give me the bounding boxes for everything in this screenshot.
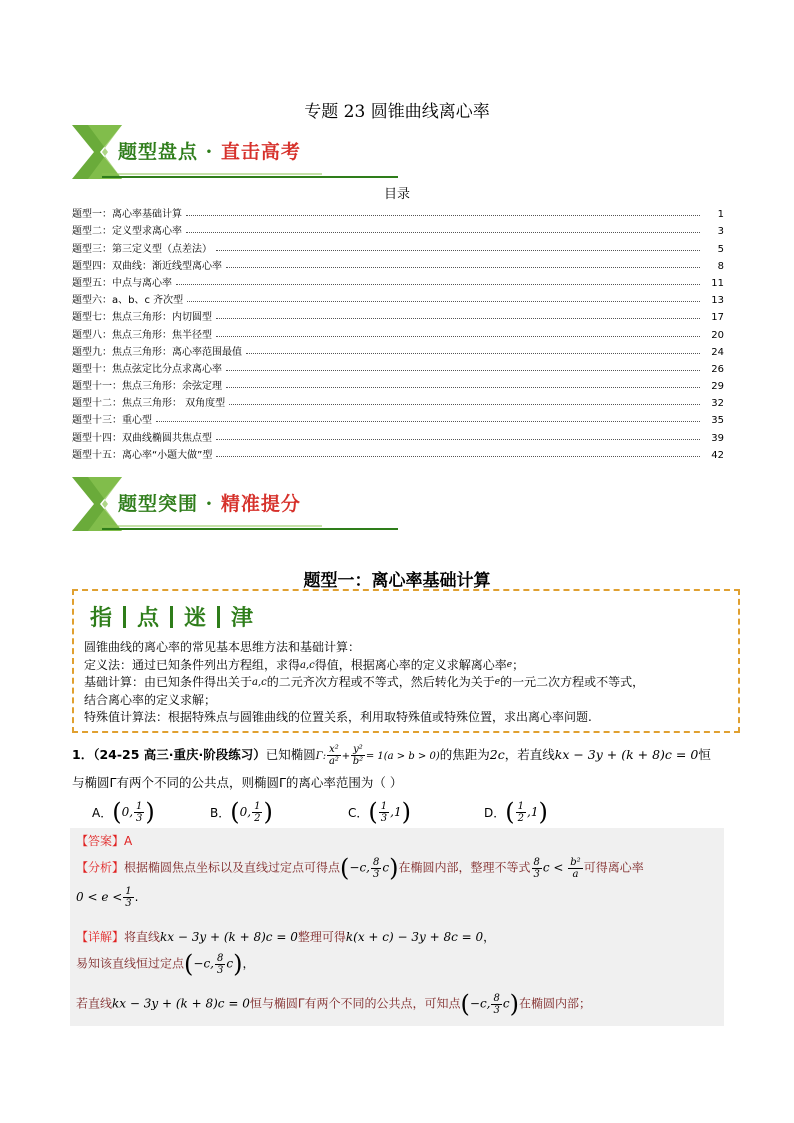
toc-item-label: 题型七：焦点三角形：内切圆型 <box>72 312 212 324</box>
text: ，若直线 <box>504 747 555 762</box>
math: c <box>502 996 510 1011</box>
text: 可得离心率 <box>583 860 644 875</box>
toc-leader <box>186 232 700 233</box>
toc-item-page: 8 <box>717 260 724 272</box>
banner-title <box>118 137 301 164</box>
toc-item[interactable] <box>72 358 724 375</box>
frac-num: b² <box>570 856 581 868</box>
math-eq: k(x + c) − 3y + 8c = 0 <box>345 930 484 944</box>
toc-item-label: 题型二：定义型求离心率 <box>72 226 182 238</box>
detail-line-3: 若直线kx − 3y + (k + 8)c = 0恒与椭圆Γ有两个不同的公共点，可知点(−c, $\frac{8}{3}$ c)在椭圆内部； <box>76 990 591 1018</box>
option-key: A． <box>92 805 113 820</box>
frac-num: 8 <box>493 992 500 1004</box>
text: 定义法：通过已知条件列出方程组，求得 <box>84 657 301 672</box>
toc-item-page: 32 <box>711 398 724 410</box>
toc-item-label: 题型一：离心率基础计算 <box>72 209 182 221</box>
toc-item-page: 42 <box>711 449 724 461</box>
section-title: 题型一：离心率基础计算 <box>303 571 491 591</box>
toc-leader <box>187 301 700 302</box>
tips-intro: 圆锥曲线的离心率的常见基本思维方法和基础计算： <box>84 640 361 654</box>
toc-item[interactable] <box>72 392 724 409</box>
frac-den: 2 <box>517 812 524 824</box>
toc-item-page: 24 <box>711 346 724 358</box>
text: 将直线 <box>124 930 161 944</box>
toc-heading: 目录 <box>383 187 410 202</box>
frac-num: 1 <box>380 800 388 812</box>
text: ； <box>512 657 525 672</box>
text: 在椭圆内部； <box>518 996 591 1011</box>
answer-value: A <box>124 834 133 848</box>
tips-special-method: 特殊值计算法：根据特殊点与圆锥曲线的位置关系，利用取特殊值或特殊位置，求出离心率问题. <box>84 710 592 724</box>
toc-item-label: 题型十：焦点弦定比分点求离心率 <box>72 363 222 375</box>
math-equation: = 1(a > b > 0) <box>365 751 440 762</box>
math-line: kx − 3y + (k + 8)c = 0 <box>112 996 250 1011</box>
text: 基础计算：由已知条件得出关于 <box>84 675 253 689</box>
tips-box <box>72 589 740 733</box>
fraction-b2-a <box>568 857 582 880</box>
frac-den: 3 <box>125 898 132 909</box>
frac-num: 1 <box>517 800 524 812</box>
option-b[interactable]: B． ( 0, $\frac{1}{2}$ ) <box>210 798 273 826</box>
option-left: 0, <box>121 805 134 819</box>
toc-item-label: 题型十一：焦点三角形：余弦定理 <box>72 381 222 393</box>
text: 整理可得 <box>297 930 346 944</box>
frac-num: y² <box>353 744 363 755</box>
toc-item-page: 5 <box>717 243 724 255</box>
frac-den: 3 <box>373 868 380 880</box>
section-banner-practice <box>72 477 402 533</box>
toc-leader <box>176 284 700 285</box>
fraction-y2-b2 <box>351 744 365 767</box>
tips-logo-divider <box>170 606 173 628</box>
toc-leader <box>226 370 700 371</box>
option-fraction <box>252 801 262 824</box>
option-fraction <box>379 801 389 824</box>
math-vars: a,c <box>300 659 315 671</box>
toc-item-page: 3 <box>717 226 724 238</box>
banner-separator: · <box>205 493 214 515</box>
text: 的二元齐次方程或不等式，然后转化为关于 <box>266 675 495 689</box>
toc-item[interactable] <box>72 272 724 289</box>
question-stem: 1．（24-25 高三·重庆·阶段练习）已知椭圆Γ: $\frac{\text{x²}}{\text{a²}}$ + $\frac{\text{y²}}{\text{b²}}$ = 1(a > b > 0)的焦距为2c，若直线kx − 3y + (k + 8)c = 0恒 <box>72 744 711 767</box>
toc-item-label: 题型十二：焦点三角形： 双角度型 <box>72 398 226 410</box>
text: 在椭圆内部，整理不等式 <box>398 860 531 875</box>
toc-item-page: 39 <box>711 432 724 444</box>
text: ， <box>242 956 255 971</box>
tips-basic-method <box>84 674 730 692</box>
toc-item-page: 35 <box>711 415 724 427</box>
banner-part1: 题型突围 <box>118 493 199 515</box>
math: −c, <box>193 956 214 971</box>
toc-item[interactable] <box>72 323 724 340</box>
math-var: e <box>494 677 501 687</box>
toc-item-label: 题型四：双曲线：渐近线型离心率 <box>72 260 222 272</box>
toc-leader <box>246 353 700 354</box>
option-right: ,1 <box>390 805 402 819</box>
toc-item-page: 1 <box>717 209 724 221</box>
text: 恒与椭圆Γ有两个不同的公共点，可知点 <box>249 996 461 1011</box>
analysis-label: 【分析】 <box>76 860 125 875</box>
fraction-8-3 <box>491 993 501 1016</box>
option-key: B． <box>210 805 231 820</box>
toc-item[interactable] <box>72 409 724 426</box>
frac-num: 8 <box>216 952 224 964</box>
toc-item-page: 11 <box>711 277 724 289</box>
banner-title <box>118 489 301 516</box>
toc-item-label: 题型三：第三定义型（点差法） <box>72 243 212 255</box>
tips-logo-char: 指 <box>90 605 113 631</box>
option-fraction <box>134 801 144 824</box>
toc-item-label: 题型五：中点与离心率 <box>72 277 172 289</box>
option-left: 0, <box>239 805 252 819</box>
math-gamma: Γ: <box>315 751 327 762</box>
frac-den: 3 <box>493 1004 500 1016</box>
toc-item[interactable] <box>72 444 724 461</box>
toc-leader <box>226 387 700 388</box>
toc-item-page: 17 <box>711 312 724 324</box>
toc-item-label: 题型九：焦点三角形：离心率范围最值 <box>72 346 242 358</box>
text: 得值，根据离心率的定义求解离心率 <box>314 657 507 672</box>
answer-line <box>76 832 132 849</box>
toc-item-label: 题型六：a、b、c 齐次型 <box>72 295 184 307</box>
detail-line-1 <box>76 928 495 945</box>
toc-item[interactable] <box>72 375 724 392</box>
option-c[interactable]: C． ( $\frac{1}{3}$ ,1 ) <box>348 798 411 826</box>
tips-logo-divider <box>217 606 220 628</box>
fraction-8-3 <box>371 857 381 880</box>
math-vars: a,c <box>252 677 267 688</box>
toc-item-label: 题型八：焦点三角形：焦半径型 <box>72 329 212 341</box>
tips-logo <box>90 601 253 632</box>
math: −c, <box>349 860 370 875</box>
option-right: ,1 <box>527 805 539 819</box>
tips-logo-char: 点 <box>137 605 160 631</box>
toc-leader <box>226 267 700 268</box>
document-title: 专题 23 圆锥曲线离心率 <box>304 102 490 122</box>
frac-den: 2 <box>254 812 261 824</box>
frac-den: 3 <box>136 812 143 824</box>
fraction-8-3 <box>532 857 542 880</box>
math-focal: 2c <box>489 747 505 762</box>
tips-logo-char: 迷 <box>184 605 207 631</box>
frac-num: 1 <box>125 886 132 897</box>
frac-num: 1 <box>136 800 143 812</box>
toc-item[interactable] <box>72 289 724 306</box>
fraction-1-3 <box>123 886 133 909</box>
toc-leader <box>216 336 700 337</box>
text: 根据椭圆焦点坐标以及直线过定点可得点 <box>124 860 341 875</box>
option-fraction <box>516 801 526 824</box>
answer-options <box>92 795 652 829</box>
text: 已知椭圆 <box>265 747 316 762</box>
tips-basic-method-cont: 结合离心率的定义求解； <box>84 692 217 707</box>
toc-leader <box>229 404 700 405</box>
toc-item-page: 20 <box>711 329 724 341</box>
solution-box <box>70 828 724 1026</box>
text: 的一元二次方程或不等式， <box>500 675 645 689</box>
toc-item[interactable] <box>72 255 724 272</box>
toc-item[interactable] <box>72 220 724 237</box>
math: c <box>382 860 390 875</box>
toc-item[interactable] <box>72 237 724 254</box>
toc-leader <box>216 250 700 251</box>
option-key: C． <box>348 805 369 820</box>
toc-leader <box>216 318 700 319</box>
toc-item-label: 题型十五：离心率“小题大做”型 <box>72 449 213 461</box>
fraction-8-3 <box>215 953 225 976</box>
frac-den: 3 <box>380 812 388 824</box>
banner-part1: 题型盘点 <box>118 141 199 163</box>
math-line: kx − 3y + (k + 8)c = 0 <box>554 747 699 762</box>
frac-num: 8 <box>373 856 380 868</box>
toc-leader <box>186 215 700 216</box>
detail-line-2: 易知该直线恒过定点(−c, $\frac{8}{3}$ c)， <box>76 950 255 978</box>
toc-item-label: 题型十四：双曲线椭圆共焦点型 <box>72 432 212 444</box>
frac-den: a <box>572 868 579 880</box>
option-a[interactable]: A． ( 0, $\frac{1}{3}$ ) <box>92 798 155 826</box>
frac-den: 3 <box>533 868 540 880</box>
toc-leader <box>216 456 700 457</box>
toc-item[interactable] <box>72 426 724 443</box>
toc-item[interactable] <box>72 341 724 358</box>
toc-item-page: 13 <box>711 295 724 307</box>
math-line: kx − 3y + (k + 8)c = 0 <box>160 930 298 944</box>
text: 恒 <box>698 747 711 762</box>
tips-logo-char: 津 <box>231 605 254 631</box>
answer-label: 【答案】 <box>76 834 125 848</box>
math: c <box>226 956 234 971</box>
frac-den: 3 <box>216 964 224 976</box>
toc-leader <box>216 439 700 440</box>
text: ， <box>483 930 496 944</box>
math-var: e <box>506 659 513 670</box>
fraction-x2-a2 <box>327 744 341 767</box>
banner-part2: 精准提分 <box>220 493 301 515</box>
analysis-line: 【分析】根据椭圆焦点坐标以及直线过定点可得点(−c, $\frac{8}{3}$ c)在椭圆内部，整理不等式 $\frac{8}{3}$ c < $\frac{\text{b²}}{a}$ 可得离心率 <box>76 854 644 882</box>
tips-logo-divider <box>123 606 126 628</box>
toc-item-label: 题型十三：重心型 <box>72 415 152 427</box>
frac-den: a² <box>328 756 339 767</box>
banner-separator: · <box>205 141 214 163</box>
toc-item[interactable] <box>72 306 724 323</box>
toc-leader <box>156 421 700 422</box>
question-number: 1．（24-25 高三·重庆·阶段练习） <box>72 747 266 762</box>
text: 若直线 <box>76 996 113 1011</box>
tips-definition-method <box>84 657 730 675</box>
section-banner-overview <box>72 125 402 181</box>
toc-item-page: 29 <box>711 381 724 393</box>
frac-num: 1 <box>254 800 261 812</box>
math-range: 0 < e < <box>76 890 123 904</box>
toc-item[interactable] <box>72 203 724 220</box>
text: 的焦距为 <box>439 747 490 762</box>
math: −c, <box>469 996 491 1011</box>
detail-label: 【详解】 <box>76 930 125 944</box>
frac-num: x² <box>329 744 339 755</box>
text: 易知该直线恒过定点 <box>76 956 185 971</box>
option-key: D． <box>484 805 506 820</box>
question-stem-cont: 与椭圆Γ有两个不同的公共点，则椭圆Γ的离心率范围为（ ） <box>72 775 403 790</box>
banner-part2: 直击高考 <box>220 141 301 163</box>
frac-num: 8 <box>533 856 540 868</box>
table-of-contents <box>72 203 724 461</box>
tips-text <box>84 639 730 727</box>
toc-item-page: 26 <box>711 363 724 375</box>
analysis-line-cont: 0 < e < $\frac{1}{3}$ . <box>76 886 139 909</box>
option-d[interactable]: D． ( $\frac{1}{2}$ ,1 ) <box>484 798 548 826</box>
frac-den: b² <box>352 756 364 767</box>
